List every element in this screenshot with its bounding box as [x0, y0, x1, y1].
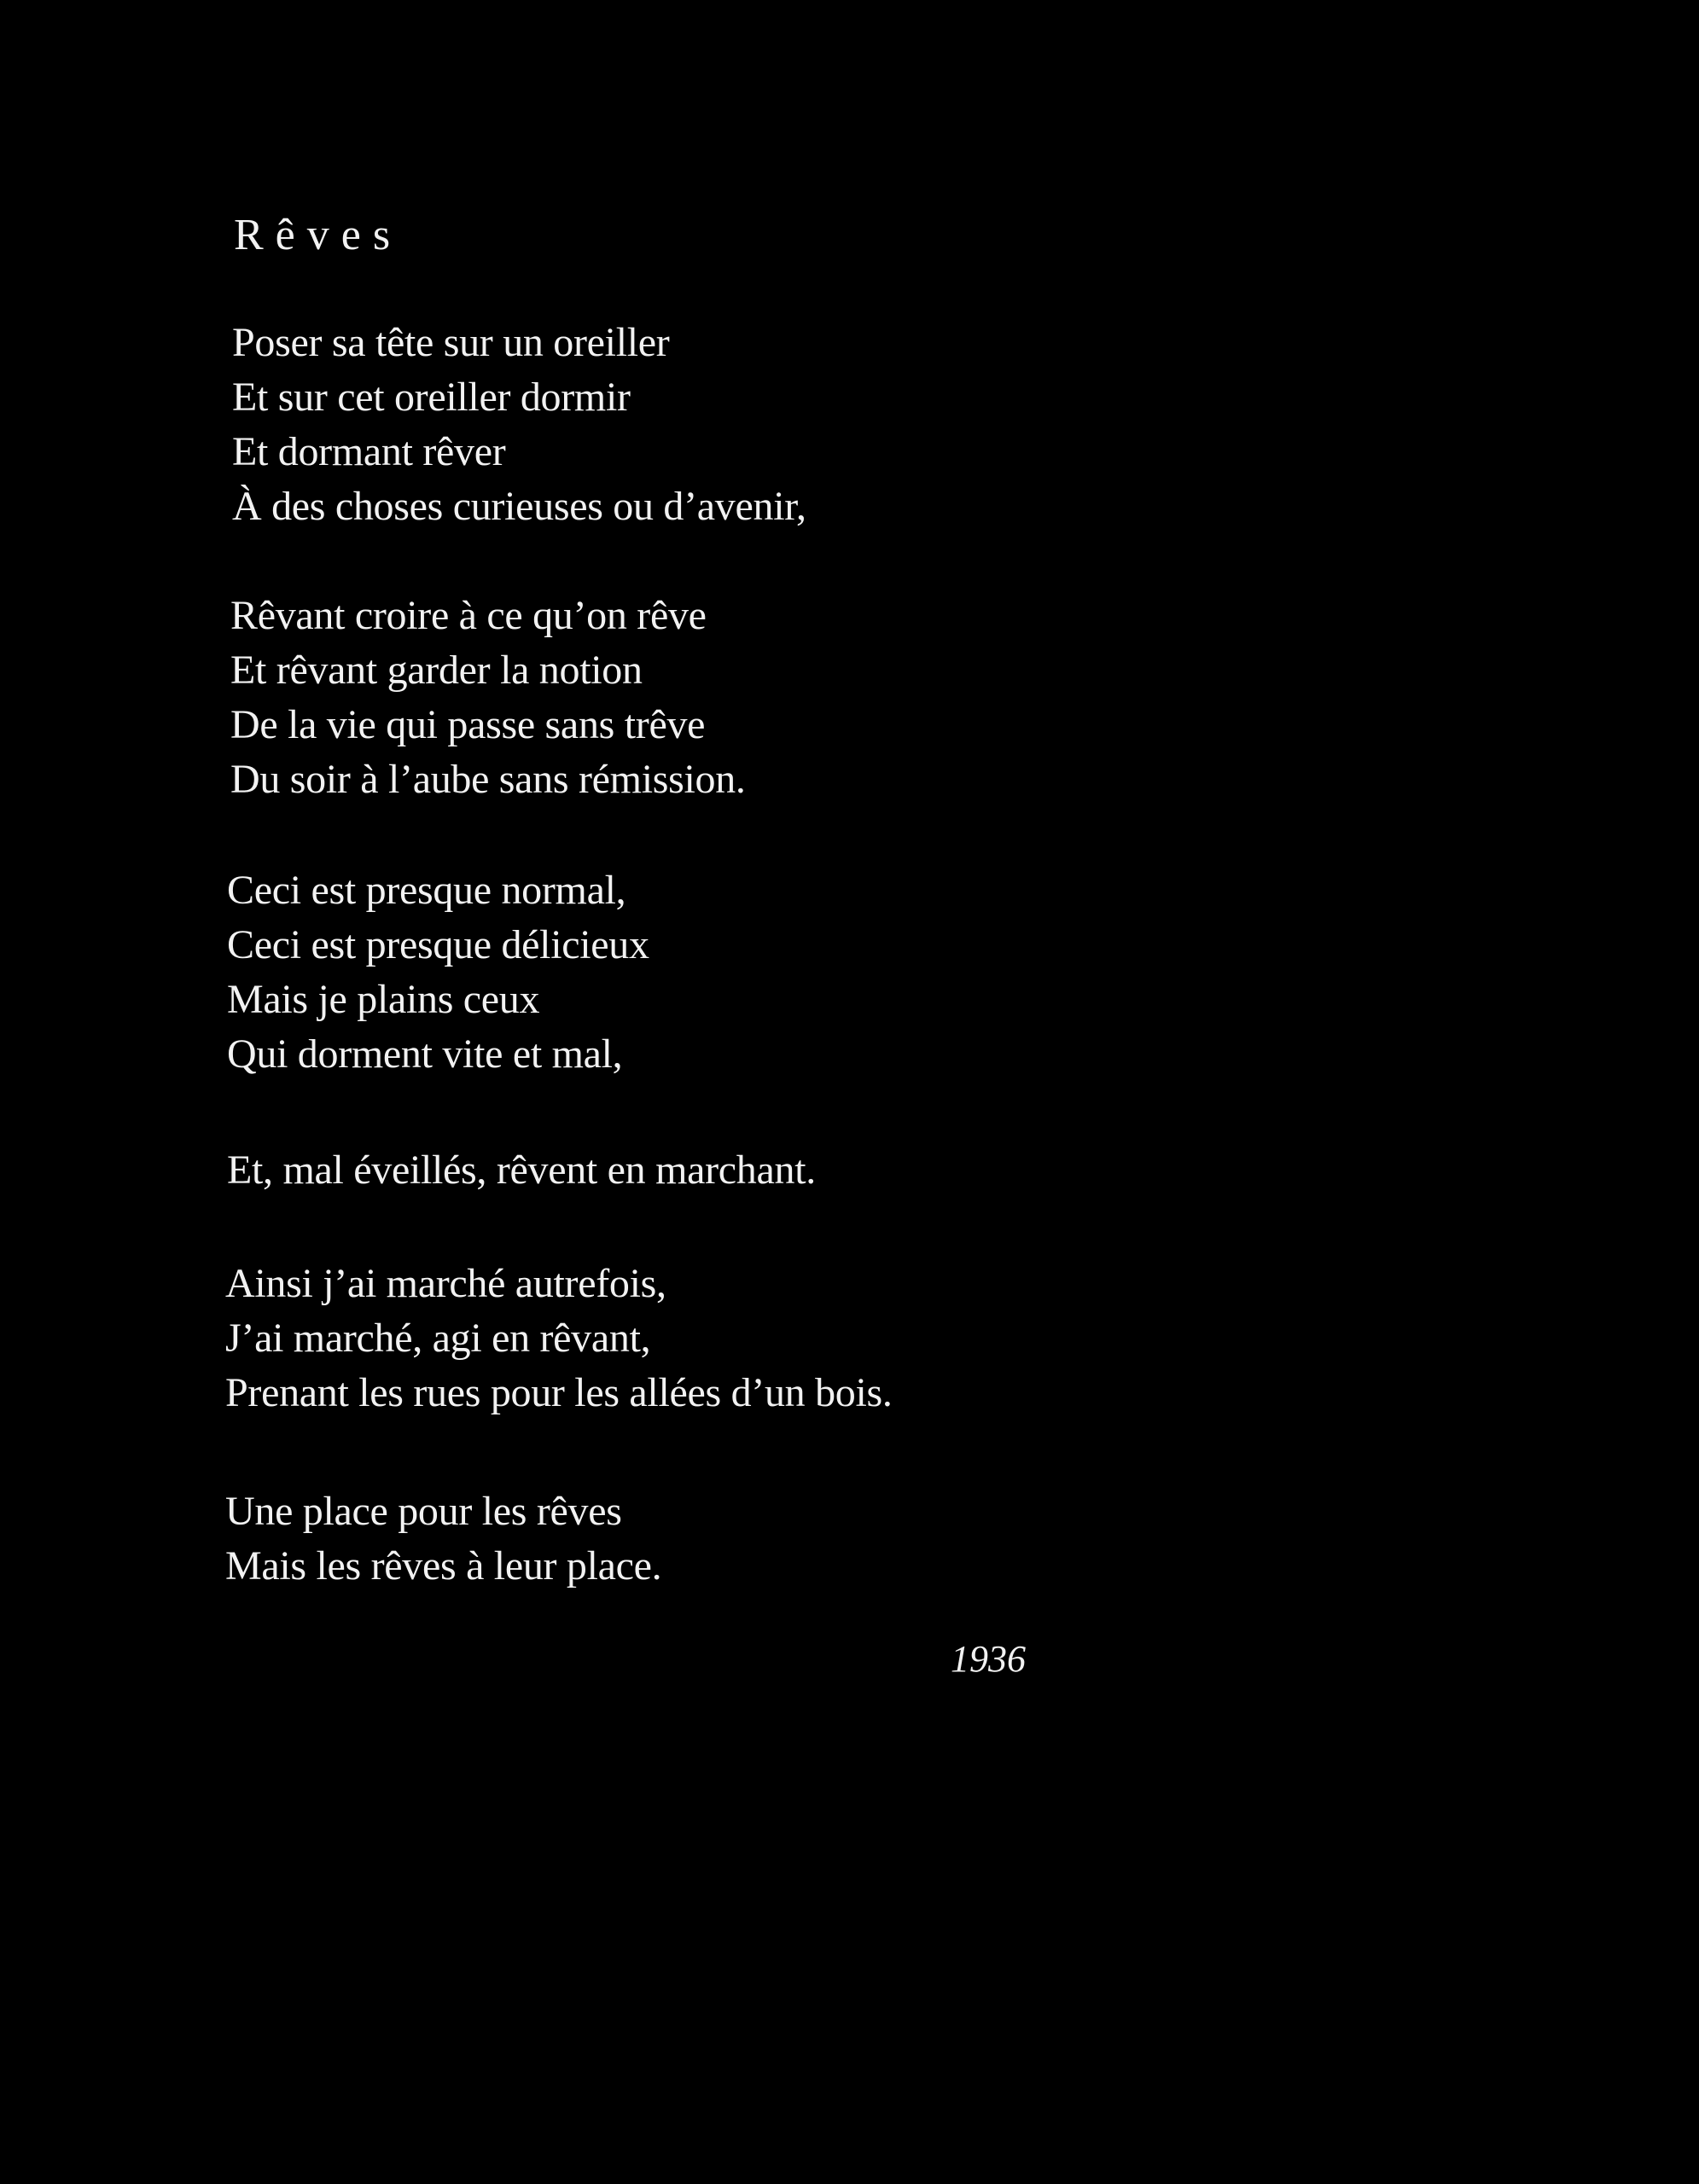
verse-line: Et rêvant garder la notion [230, 648, 643, 693]
verse-line: Prenant les rues pour les allées d’un bois. [225, 1370, 893, 1415]
verse-line: J’ai marché, agi en rêvant, [225, 1316, 651, 1361]
stanza [230, 589, 746, 807]
stanza [225, 1257, 893, 1420]
verse-line: Poser sa tête sur un oreiller [232, 320, 670, 365]
verse-line: Qui dorment vite et mal, [227, 1031, 623, 1077]
stanza [227, 863, 649, 1082]
poem-date: 1936 [951, 1638, 1026, 1680]
verse-line: Et dormant rêver [232, 429, 506, 474]
verse-line: Du soir à l’aube sans rémission. [230, 757, 746, 802]
verse-line: De la vie qui passe sans trêve [230, 702, 706, 747]
verse-line: Et, mal éveillés, rêvent en marchant. [227, 1147, 816, 1193]
verse-line: Mais je plains ceux [227, 977, 540, 1022]
stanza [232, 316, 806, 534]
verse-line: Et sur cet oreiller dormir [232, 375, 631, 420]
stanza [225, 1484, 661, 1594]
verse-line: À des choses curieuses ou d’avenir, [232, 484, 806, 529]
verse-line: Une place pour les rêves [225, 1489, 622, 1534]
verse-line: Mais les rêves à leur place. [225, 1543, 662, 1589]
verse-line: Ainsi j’ai marché autrefois, [225, 1261, 666, 1306]
poem-title: Rêves [234, 211, 403, 259]
verse-line: Ceci est presque délicieux [227, 922, 649, 967]
verse-line: Rêvant croire à ce qu’on rêve [230, 593, 707, 638]
verse-line: Ceci est presque normal, [227, 868, 626, 913]
stanza [227, 1143, 816, 1198]
